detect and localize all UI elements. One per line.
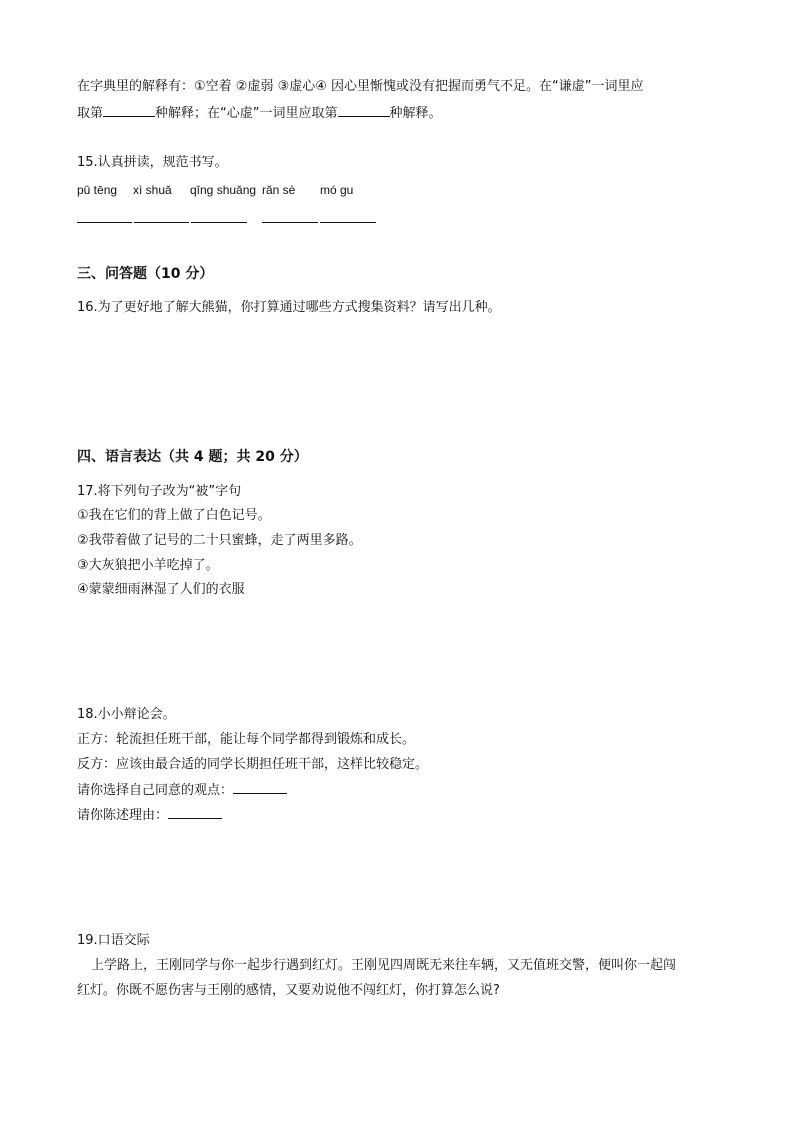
q14-line2-b: 种解释；在“心虚”一词里应取第 [155,106,338,121]
pinyin-4: rǎn sè [262,183,296,197]
answer-blank[interactable] [338,104,390,117]
q17-item-4: ④蒙蒙细雨淋湿了人们的衣服 [77,582,245,597]
q14-line1: 在字典里的解释有：①空着 ②虚弱 ③虚心④ 因心里惭愧或没有把握而勇气不足。在“谦虚”一词里应 [77,79,644,94]
q14-line2-c: 种解释。 [389,106,442,121]
writing-line-5[interactable] [320,222,376,223]
q15-title: 15.认真拼读，规范书写。 [77,155,228,170]
q19-paragraph-line2: 红灯。你既不愿伤害与王刚的感情，又要劝说他不闯红灯，你打算怎么说? [77,983,500,998]
q18-reason [77,806,222,825]
q17-title: 17.将下列句子改为“被”字句 [77,484,242,499]
q18-choose [77,781,287,800]
q18-con: 反方：应该由最合适的同学长期担任班干部，这样比较稳定。 [77,757,429,772]
writing-line-2[interactable] [134,222,189,223]
q18-choose-label: 请你选择自己同意的观点： [77,783,234,798]
q18-pro: 正方：轮流担任班干部，能让每个同学都得到锻炼和成长。 [77,732,416,747]
q16-answer-area[interactable] [77,330,717,430]
q17-item-2: ②我带着做了记号的二十只蜜蜂，走了两里多路。 [77,533,362,548]
answer-blank[interactable] [168,806,222,819]
writing-line-3[interactable] [191,222,247,223]
q17-item-1: ①我在它们的背上做了白色记号。 [77,508,271,523]
pinyin-2: xì shuǎ [133,183,172,197]
q19-paragraph-line1: 上学路上，王刚同学与你一起步行遇到红灯。王刚见四周既无来往车辆，又无值班交警，便叫你一起闯 [91,958,677,973]
q17-item-3: ③大灰狼把小羊吃掉了。 [77,558,219,573]
q14-line2 [77,104,442,123]
pinyin-3: qīng shuǎng [190,183,257,197]
pinyin-1: pū tēng [77,183,118,197]
q18-title: 18.小小辩论会。 [77,707,176,722]
writing-line-1[interactable] [77,222,132,223]
q19-title: 19.口语交际 [77,933,150,948]
answer-blank[interactable] [233,781,287,794]
q18-reason-label: 请你陈述理由： [77,808,169,823]
answer-blank[interactable] [103,104,155,117]
pinyin-5: mó gu [320,183,354,197]
q14-line2-a: 取第 [77,106,104,121]
section-3-heading: 三、问答题（10 分） [77,266,214,282]
q16-text: 16.为了更好地了解大熊猫，你打算通过哪些方式搜集资料？请写出几种。 [77,300,501,315]
section-4-heading: 四、语言表达（共 4 题；共 20 分） [77,449,308,465]
writing-line-4[interactable] [262,222,318,223]
